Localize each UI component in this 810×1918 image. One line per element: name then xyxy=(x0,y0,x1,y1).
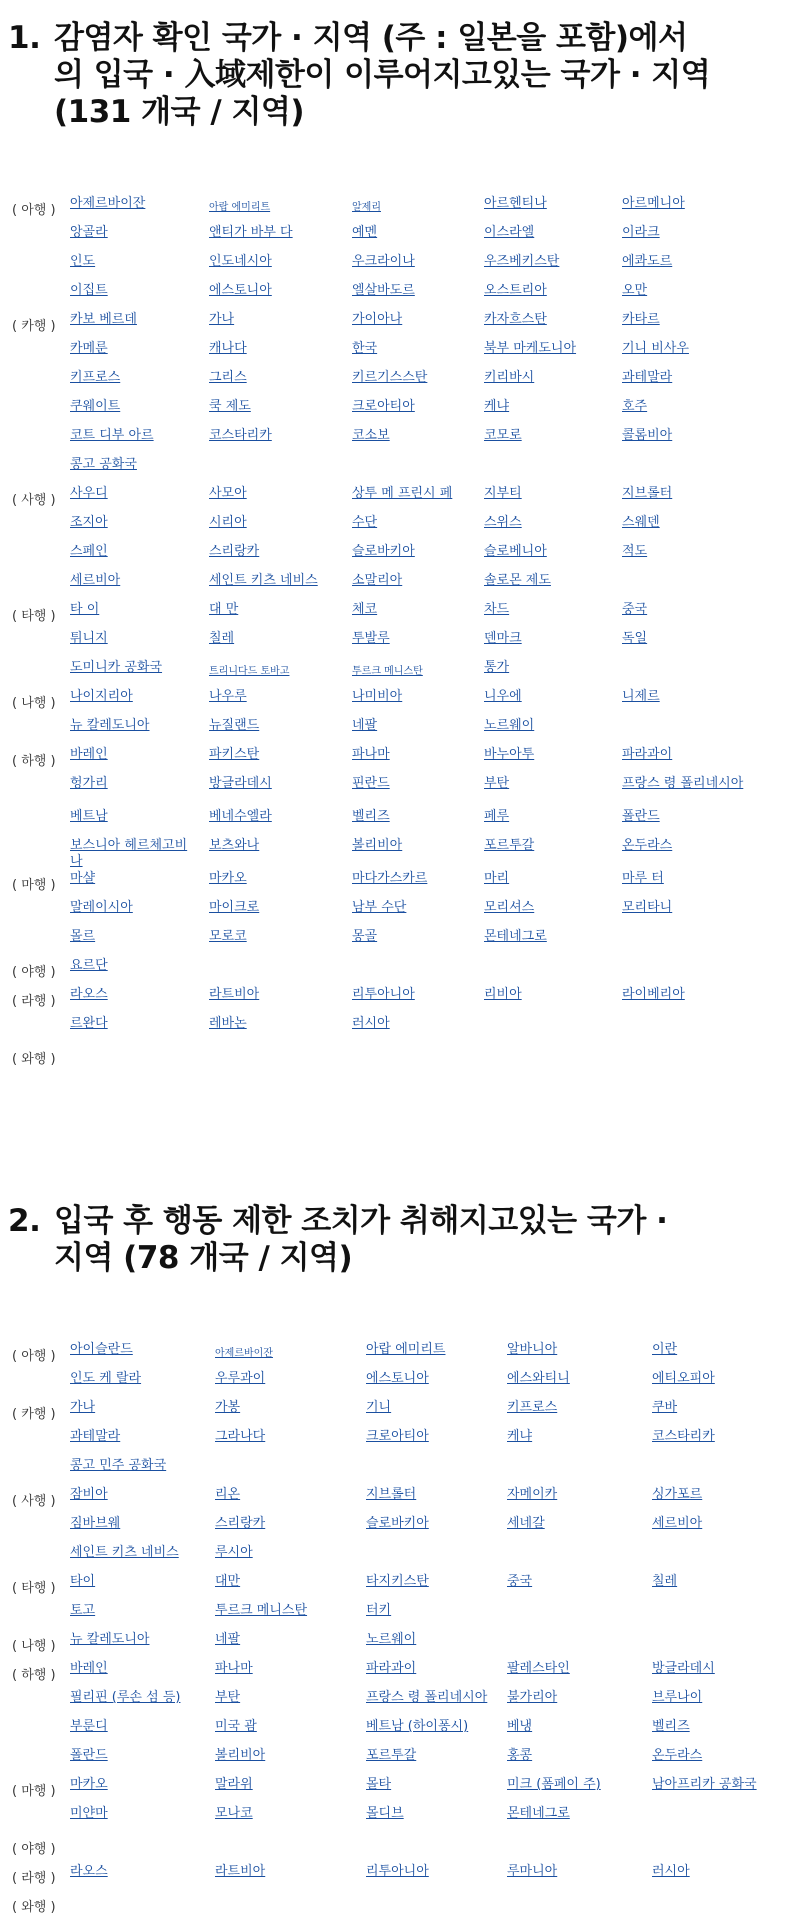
table-row xyxy=(12,1512,798,1541)
country-link[interactable]: 트리니다드 토바고 xyxy=(209,666,290,677)
table-row xyxy=(12,1657,798,1686)
table-row xyxy=(12,424,798,453)
country-link[interactable]: 인도 xyxy=(70,254,96,269)
section2-title-line2: 지역 (78 개국 / 지역) xyxy=(54,1240,353,1276)
country-link[interactable]: 지브롤터 xyxy=(366,1487,417,1502)
country-link[interactable]: 알제리 xyxy=(352,202,381,213)
group-label: ( 타행 ) xyxy=(12,609,56,624)
country-link[interactable]: 나이지리아 xyxy=(70,689,133,704)
country-link[interactable]: 나우루 xyxy=(209,689,247,704)
country-link[interactable]: 미국 괌 xyxy=(215,1719,257,1734)
table-row xyxy=(12,954,798,983)
country-link[interactable]: 바누아투 xyxy=(484,747,535,762)
country-link[interactable]: 크로아티아 xyxy=(352,399,415,414)
country-link[interactable]: 몬테네그로 xyxy=(507,1806,570,1821)
country-link[interactable]: 아랍 에미리트 xyxy=(366,1342,446,1357)
country-link[interactable]: 짐바브웨 xyxy=(70,1516,121,1531)
country-link[interactable]: 뉴질랜드 xyxy=(209,718,260,733)
country-link[interactable]: 코소보 xyxy=(352,428,390,443)
section1-heading xyxy=(8,20,710,131)
table-row xyxy=(12,1744,798,1773)
country-link[interactable]: 중국 xyxy=(507,1574,533,1589)
country-link[interactable]: 덴마크 xyxy=(484,631,522,646)
country-link[interactable]: 포르투갈 xyxy=(366,1748,417,1763)
country-link[interactable]: 투발루 xyxy=(352,631,390,646)
country-link[interactable]: 독일 xyxy=(622,631,648,646)
table-row xyxy=(12,1831,798,1860)
country-link[interactable]: 쿡 제도 xyxy=(209,399,251,414)
table-row xyxy=(12,1367,798,1396)
table-row xyxy=(12,453,798,482)
country-link[interactable]: 불가리아 xyxy=(507,1690,558,1705)
country-link[interactable]: 터키 xyxy=(366,1603,392,1618)
country-link[interactable]: 세인트 키츠 네비스 xyxy=(209,573,318,588)
country-link[interactable]: 한국 xyxy=(352,341,378,356)
table-row xyxy=(12,1425,798,1454)
table-row xyxy=(12,805,798,834)
country-link[interactable]: 호주 xyxy=(622,399,648,414)
table-row xyxy=(12,1686,798,1715)
country-link[interactable]: 체코 xyxy=(352,602,378,617)
country-link[interactable]: 코스타리카 xyxy=(209,428,272,443)
table-row xyxy=(12,308,798,337)
country-link[interactable]: 핀란드 xyxy=(352,776,390,791)
country-link[interactable]: 적도 xyxy=(622,544,648,559)
country-link[interactable]: 모리셔스 xyxy=(484,900,535,915)
section1-title-line1: 감염자 확인 국가 · 지역 (주 : 일본을 포함)에서 xyxy=(54,20,688,56)
country-link[interactable]: 마다가스카르 xyxy=(352,871,428,886)
section1-number: 1. xyxy=(8,20,41,56)
table-row xyxy=(12,1628,798,1657)
table-row xyxy=(12,1889,798,1918)
table-row xyxy=(12,772,798,805)
table-row xyxy=(12,569,798,598)
country-link[interactable]: 노르웨이 xyxy=(366,1632,417,1647)
country-link[interactable]: 마이크로 xyxy=(209,900,260,915)
country-link[interactable]: 케냐 xyxy=(484,399,510,414)
country-link[interactable]: 라이베리아 xyxy=(622,987,685,1002)
table-row xyxy=(12,656,798,685)
country-link[interactable]: 아랍 에미리트 xyxy=(209,202,271,213)
country-link[interactable]: 미얀마 xyxy=(70,1806,108,1821)
country-link[interactable]: 남아프리카 공화국 xyxy=(652,1777,757,1792)
country-link[interactable]: 마리 xyxy=(484,871,510,886)
country-link[interactable]: 네팔 xyxy=(352,718,378,733)
section2-heading xyxy=(8,1203,667,1277)
country-link[interactable]: 엘살바도르 xyxy=(352,283,415,298)
country-link[interactable]: 토고 xyxy=(70,1603,96,1618)
section1-title-line2: 의 입국 · 入域제한이 이루어지고있는 국가 · 지역 xyxy=(54,57,711,93)
country-link[interactable]: 케냐 xyxy=(507,1429,533,1444)
table-row xyxy=(12,867,798,896)
country-link[interactable]: 온두라스 xyxy=(622,838,673,853)
table-row xyxy=(12,983,798,1012)
country-link[interactable]: 마루 터 xyxy=(622,871,664,886)
country-link[interactable]: 리투아니아 xyxy=(366,1864,429,1879)
country-link[interactable]: 카보 베르데 xyxy=(70,312,137,327)
country-link[interactable]: 라오스 xyxy=(70,1864,108,1879)
country-link[interactable]: 폴란드 xyxy=(622,809,660,824)
country-link[interactable]: 잠비아 xyxy=(70,1487,108,1502)
table-row xyxy=(12,1396,798,1425)
table-row xyxy=(12,1483,798,1512)
country-link[interactable]: 나미비아 xyxy=(352,689,403,704)
country-link[interactable]: 사우디 xyxy=(70,486,108,501)
country-link[interactable]: 홍콩 xyxy=(507,1748,533,1763)
country-link[interactable]: 파나마 xyxy=(215,1661,253,1676)
country-link[interactable]: 레바논 xyxy=(209,1016,247,1031)
table-row xyxy=(12,395,798,424)
country-link[interactable]: 아르메니아 xyxy=(622,196,685,211)
country-link[interactable]: 가나 xyxy=(70,1400,96,1415)
country-link[interactable]: 스페인 xyxy=(70,544,108,559)
table-row xyxy=(12,192,798,221)
country-link[interactable]: 대 만 xyxy=(209,602,239,617)
country-link[interactable]: 슬로베니아 xyxy=(484,544,547,559)
country-link[interactable]: 파키스탄 xyxy=(209,747,260,762)
country-link[interactable]: 페루 xyxy=(484,809,510,824)
table-row xyxy=(12,1860,798,1889)
country-link[interactable]: 칠레 xyxy=(209,631,235,646)
country-link[interactable]: 카메룬 xyxy=(70,341,108,356)
table-row xyxy=(12,685,798,714)
country-link[interactable]: 세네갈 xyxy=(507,1516,545,1531)
table-row xyxy=(12,1541,798,1570)
country-link[interactable]: 슬로바키아 xyxy=(366,1516,429,1531)
section2-number: 2. xyxy=(8,1203,41,1239)
section1-title-line3: (131 개국 / 지역) xyxy=(54,94,305,130)
table-row xyxy=(12,1599,798,1628)
table-row xyxy=(12,1570,798,1599)
country-link[interactable]: 이라크 xyxy=(622,225,660,240)
country-link[interactable]: 오스트리아 xyxy=(484,283,547,298)
country-link[interactable]: 세르비아 xyxy=(652,1516,703,1531)
country-link[interactable]: 몬테네그로 xyxy=(484,929,547,944)
country-link[interactable]: 방글라데시 xyxy=(652,1661,715,1676)
country-link[interactable]: 통가 xyxy=(484,660,510,675)
table-row xyxy=(12,925,798,954)
group-label: ( 라행 ) xyxy=(12,1871,56,1886)
table-row xyxy=(12,1802,798,1831)
country-link[interactable]: 부탄 xyxy=(484,776,510,791)
group-label: ( 나행 ) xyxy=(12,1639,56,1654)
group-label: ( 야행 ) xyxy=(12,1842,56,1857)
country-link[interactable]: 팔레스타인 xyxy=(507,1661,570,1676)
table-row xyxy=(12,627,798,656)
country-link[interactable]: 베냉 xyxy=(507,1719,533,1734)
country-link[interactable]: 말라위 xyxy=(215,1777,253,1792)
country-link[interactable]: 세르비아 xyxy=(70,573,121,588)
country-link[interactable]: 몰르 xyxy=(70,929,96,944)
country-link[interactable]: 마샬 xyxy=(70,871,96,886)
country-link[interactable]: 파나마 xyxy=(352,747,390,762)
country-link[interactable]: 벨리즈 xyxy=(652,1719,690,1734)
country-link[interactable]: 아르헨티나 xyxy=(484,196,547,211)
table-row xyxy=(12,250,798,279)
country-link[interactable]: 모로코 xyxy=(209,929,247,944)
country-link[interactable]: 말레이시아 xyxy=(70,900,133,915)
country-link[interactable]: 과테말라 xyxy=(70,1429,121,1444)
country-link[interactable]: 알바니아 xyxy=(507,1342,558,1357)
country-link[interactable]: 루시아 xyxy=(215,1545,253,1560)
country-link[interactable]: 모나코 xyxy=(215,1806,253,1821)
country-link[interactable]: 대만 xyxy=(215,1574,241,1589)
country-link[interactable]: 아제르바이잔 xyxy=(215,1348,273,1359)
table-row xyxy=(12,598,798,627)
country-link[interactable]: 튀니지 xyxy=(70,631,108,646)
country-link[interactable]: 이란 xyxy=(652,1342,678,1357)
country-link[interactable]: 소말리아 xyxy=(352,573,403,588)
country-link[interactable]: 라오스 xyxy=(70,987,108,1002)
country-link[interactable]: 남부 수단 xyxy=(352,900,407,915)
country-link[interactable]: 루마니아 xyxy=(507,1864,558,1879)
section1-country-table xyxy=(12,192,798,1070)
country-link[interactable]: 리온 xyxy=(215,1487,241,1502)
country-link[interactable]: 그리스 xyxy=(209,370,247,385)
country-link[interactable]: 뉴 칼레도니아 xyxy=(70,1632,150,1647)
country-link[interactable]: 앤티가 바부 다 xyxy=(209,225,293,240)
country-link[interactable]: 우즈베키스탄 xyxy=(484,254,560,269)
country-link[interactable]: 타이 xyxy=(70,1574,96,1589)
country-link[interactable]: 예멘 xyxy=(352,225,378,240)
country-link[interactable]: 에스와티니 xyxy=(507,1371,570,1386)
country-link[interactable]: 파라과이 xyxy=(622,747,673,762)
country-link[interactable]: 러시아 xyxy=(652,1864,690,1879)
group-label: ( 와행 ) xyxy=(12,1900,56,1915)
country-link[interactable]: 헝가리 xyxy=(70,776,108,791)
country-link[interactable]: 중국 xyxy=(622,602,648,617)
country-link[interactable]: 투르크 메니스탄 xyxy=(215,1603,308,1618)
country-link[interactable]: 라트비아 xyxy=(215,1864,266,1879)
country-link[interactable]: 마카오 xyxy=(209,871,247,886)
country-link[interactable]: 스리랑카 xyxy=(215,1516,266,1531)
country-link[interactable]: 몰타 xyxy=(366,1777,392,1792)
group-label: ( 아행 ) xyxy=(12,1349,56,1364)
group-label: ( 아행 ) xyxy=(12,203,56,218)
country-link[interactable]: 콜롬비아 xyxy=(622,428,673,443)
country-link[interactable]: 크로아티아 xyxy=(366,1429,429,1444)
table-row xyxy=(12,743,798,772)
country-link[interactable]: 가나 xyxy=(209,312,235,327)
country-link[interactable]: 콩고 민주 공화국 xyxy=(70,1458,167,1473)
country-link[interactable]: 요르단 xyxy=(70,958,108,973)
country-link[interactable]: 북부 마케도니아 xyxy=(484,341,577,356)
country-link[interactable]: 스위스 xyxy=(484,515,522,530)
country-link[interactable]: 에스토니아 xyxy=(209,283,272,298)
country-link[interactable]: 투르크 메니스탄 xyxy=(352,666,423,677)
group-label: ( 하행 ) xyxy=(12,754,56,769)
table-row xyxy=(12,1773,798,1802)
country-link[interactable]: 쿠웨이트 xyxy=(70,399,121,414)
country-link[interactable]: 에티오피아 xyxy=(652,1371,715,1386)
country-link[interactable]: 몰디브 xyxy=(366,1806,404,1821)
country-link[interactable]: 바레인 xyxy=(70,1661,108,1676)
country-link[interactable]: 파라과이 xyxy=(366,1661,417,1676)
table-row xyxy=(12,366,798,395)
country-link[interactable]: 모리타니 xyxy=(622,900,673,915)
country-link[interactable]: 뉴 칼레도니아 xyxy=(70,718,150,733)
table-row xyxy=(12,1012,798,1041)
table-row xyxy=(12,896,798,925)
country-link[interactable]: 조지아 xyxy=(70,515,108,530)
table-row xyxy=(12,540,798,569)
group-label: ( 사행 ) xyxy=(12,493,56,508)
country-link[interactable]: 기니 xyxy=(366,1400,392,1415)
group-label: ( 라행 ) xyxy=(12,994,56,1009)
country-link[interactable]: 수단 xyxy=(352,515,378,530)
country-link[interactable]: 도미니카 공화국 xyxy=(70,660,163,675)
country-link[interactable]: 우루과이 xyxy=(215,1371,266,1386)
country-link[interactable]: 아제르바이잔 xyxy=(70,196,146,211)
country-link[interactable]: 폴란드 xyxy=(70,1748,108,1763)
country-link[interactable]: 카타르 xyxy=(622,312,660,327)
country-link[interactable]: 베네수엘라 xyxy=(209,809,272,824)
country-link[interactable]: 타 이 xyxy=(70,602,100,617)
country-link[interactable]: 브루나이 xyxy=(652,1690,703,1705)
country-link[interactable]: 이스라엘 xyxy=(484,225,535,240)
country-link[interactable]: 코트 디부 아르 xyxy=(70,428,154,443)
country-link[interactable]: 이집트 xyxy=(70,283,108,298)
country-link[interactable]: 바레인 xyxy=(70,747,108,762)
country-link[interactable]: 부탄 xyxy=(215,1690,241,1705)
country-link[interactable]: 가봉 xyxy=(215,1400,241,1415)
country-link[interactable]: 보츠와나 xyxy=(209,838,260,853)
country-link[interactable]: 키프로스 xyxy=(70,370,121,385)
table-row xyxy=(12,221,798,250)
country-link[interactable]: 러시아 xyxy=(352,1016,390,1031)
country-link[interactable]: 가이아나 xyxy=(352,312,403,327)
group-label: ( 카행 ) xyxy=(12,319,56,334)
section2-title-line1: 입국 후 행동 제한 조치가 취해지고있는 국가 · xyxy=(54,1203,668,1239)
country-link[interactable]: 인도네시아 xyxy=(209,254,272,269)
country-link[interactable]: 프랑스 령 폴리네시아 xyxy=(622,776,744,791)
country-link[interactable]: 카자흐스탄 xyxy=(484,312,547,327)
group-label: ( 마행 ) xyxy=(12,1784,56,1799)
country-link[interactable]: 리투아니아 xyxy=(352,987,415,1002)
country-link[interactable]: 기니 비사우 xyxy=(622,341,689,356)
country-link[interactable]: 키프로스 xyxy=(507,1400,558,1415)
country-link[interactable]: 베트남 (하이퐁시) xyxy=(366,1719,469,1734)
group-label: ( 나행 ) xyxy=(12,696,56,711)
country-link[interactable]: 미크 (폼페이 주) xyxy=(507,1777,601,1792)
country-link[interactable]: 키르기스스탄 xyxy=(352,370,428,385)
country-link[interactable]: 사모아 xyxy=(209,486,247,501)
country-link[interactable]: 베트남 xyxy=(70,809,108,824)
table-row xyxy=(12,279,798,308)
country-link[interactable]: 코모로 xyxy=(484,428,522,443)
table-row xyxy=(12,1338,798,1367)
country-link[interactable]: 벨리즈 xyxy=(352,809,390,824)
country-link[interactable]: 마카오 xyxy=(70,1777,108,1792)
country-link[interactable]: 타지키스탄 xyxy=(366,1574,429,1589)
country-link[interactable]: 쿠바 xyxy=(652,1400,678,1415)
table-row xyxy=(12,1715,798,1744)
group-label: ( 와행 ) xyxy=(12,1052,56,1067)
country-link[interactable]: 몽골 xyxy=(352,929,378,944)
table-row xyxy=(12,511,798,540)
group-label: ( 타행 ) xyxy=(12,1581,56,1596)
table-row xyxy=(12,482,798,511)
country-link[interactable]: 프랑스 령 폴리네시아 xyxy=(366,1690,488,1705)
country-link[interactable]: 우크라이나 xyxy=(352,254,415,269)
group-label: ( 사행 ) xyxy=(12,1494,56,1509)
table-row xyxy=(12,337,798,366)
section2-country-table xyxy=(12,1338,798,1918)
country-link[interactable]: 시리아 xyxy=(209,515,247,530)
country-link[interactable]: 슬로바키아 xyxy=(352,544,415,559)
country-link[interactable]: 오만 xyxy=(622,283,648,298)
country-link[interactable]: 코스타리카 xyxy=(652,1429,715,1444)
table-row xyxy=(12,1041,798,1070)
country-link[interactable]: 지브롤터 xyxy=(622,486,673,501)
country-link[interactable]: 과테말라 xyxy=(622,370,673,385)
country-link[interactable]: 필리핀 (루손 섬 등) xyxy=(70,1690,181,1705)
group-label: ( 하행 ) xyxy=(12,1668,56,1683)
country-link[interactable]: 자메이카 xyxy=(507,1487,558,1502)
country-link[interactable]: 노르웨이 xyxy=(484,718,535,733)
group-label: ( 마행 ) xyxy=(12,878,56,893)
table-row xyxy=(12,1454,798,1483)
country-link[interactable]: 니제르 xyxy=(622,689,660,704)
country-link[interactable]: 아이슬란드 xyxy=(70,1342,133,1357)
country-link[interactable]: 온두라스 xyxy=(652,1748,703,1763)
country-link[interactable]: 그라나다 xyxy=(215,1429,266,1444)
country-link[interactable]: 니우에 xyxy=(484,689,522,704)
country-link[interactable]: 부룬디 xyxy=(70,1719,108,1734)
table-row xyxy=(12,714,798,743)
country-link[interactable]: 리비아 xyxy=(484,987,522,1002)
country-link[interactable]: 캐나다 xyxy=(209,341,247,356)
country-link[interactable]: 볼리비아 xyxy=(352,838,403,853)
country-link[interactable]: 네팔 xyxy=(215,1632,241,1647)
country-link[interactable]: 지부티 xyxy=(484,486,522,501)
country-link[interactable]: 차드 xyxy=(484,602,510,617)
country-link[interactable]: 포르투갈 xyxy=(484,838,535,853)
country-link[interactable]: 콩고 공화국 xyxy=(70,457,137,472)
country-link[interactable]: 방글라데시 xyxy=(209,776,272,791)
table-row xyxy=(12,834,798,867)
country-link[interactable]: 스웨덴 xyxy=(622,515,660,530)
country-link[interactable]: 인도 케 랄라 xyxy=(70,1371,142,1386)
country-link[interactable]: 칠레 xyxy=(652,1574,678,1589)
country-link[interactable]: 키리바시 xyxy=(484,370,535,385)
group-label: ( 카행 ) xyxy=(12,1407,56,1422)
group-label: ( 야행 ) xyxy=(12,965,56,980)
country-link[interactable]: 앙골라 xyxy=(70,225,108,240)
country-link[interactable]: 싱가포르 xyxy=(652,1487,703,1502)
country-link[interactable]: 상투 메 프린시 페 xyxy=(352,486,453,501)
country-link[interactable]: 솔로몬 제도 xyxy=(484,573,551,588)
country-link[interactable]: 에콰도르 xyxy=(622,254,673,269)
country-link[interactable]: 에스토니아 xyxy=(366,1371,429,1386)
country-link[interactable]: 세인트 키츠 네비스 xyxy=(70,1545,179,1560)
country-link[interactable]: 스리랑카 xyxy=(209,544,260,559)
country-link[interactable]: 보스니아 헤르체고비나 xyxy=(70,838,188,869)
country-link[interactable]: 르완다 xyxy=(70,1016,108,1031)
country-link[interactable]: 볼리비아 xyxy=(215,1748,266,1763)
country-link[interactable]: 라트비아 xyxy=(209,987,260,1002)
